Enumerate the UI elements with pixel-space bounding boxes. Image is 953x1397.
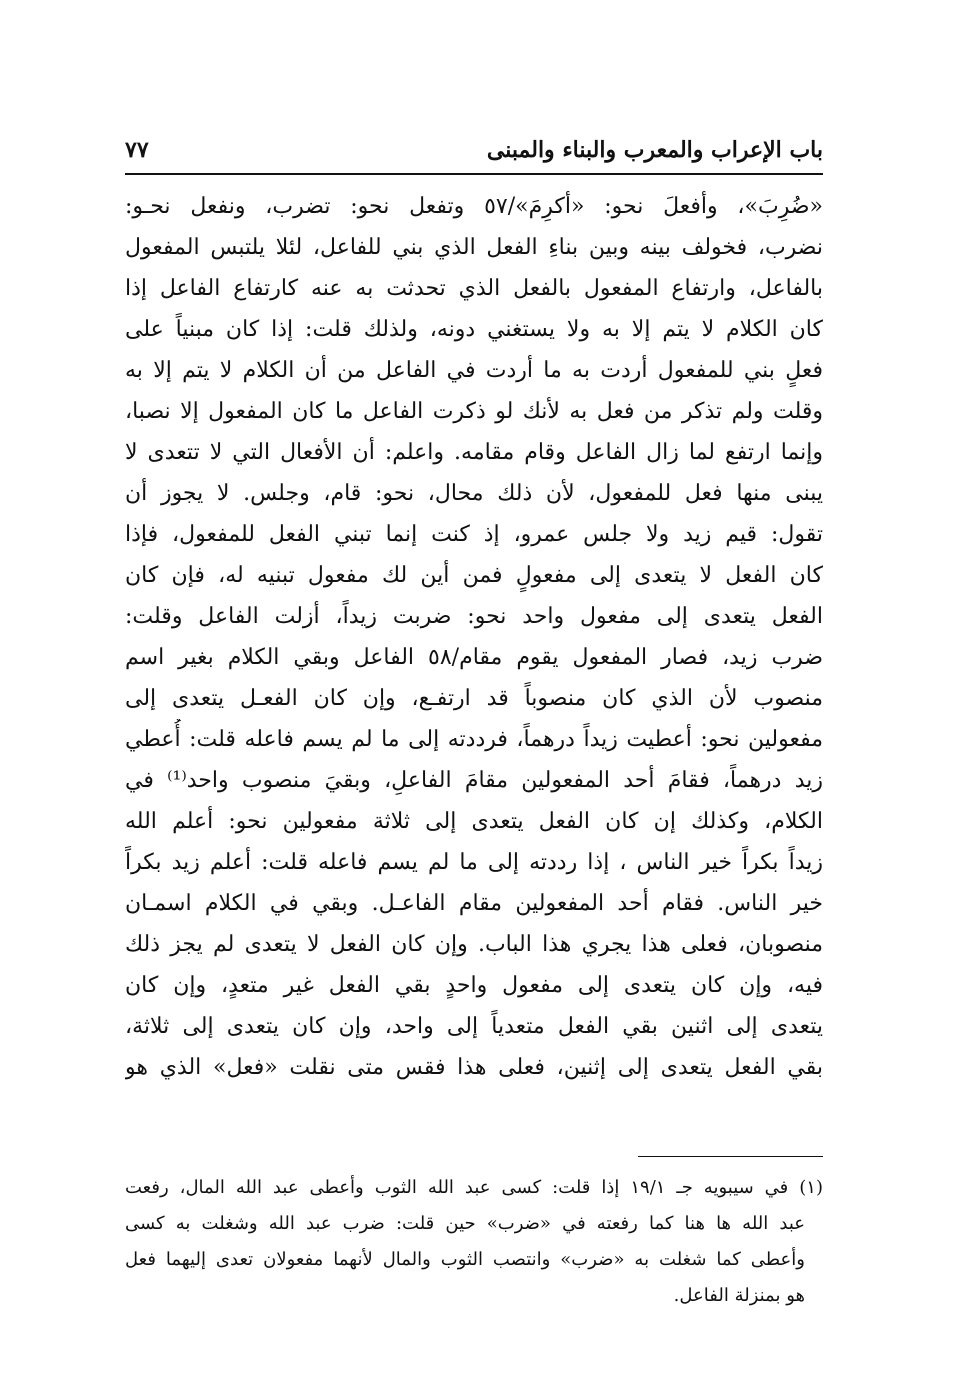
text-line: وقلت ولم تذكر من فعل به لأنك لو ذكرت الفاعل ما كان المفعول إلا نصبا، bbox=[125, 399, 823, 424]
text-line: زيد درهماً، فقامَ أحد المفعولين مقامَ الفاعلِ، وبقيَ منصوب واحد⁽¹⁾ في bbox=[125, 768, 823, 793]
footnote-line: عبد الله ها هنا كما رفعته في «ضرب» حين قلت: ضرب عبد الله وشغلت به كسى bbox=[125, 1213, 805, 1234]
header-divider bbox=[125, 173, 823, 175]
text-line: زيداً بكراً خير الناس ، إذا رددته إلى ما لم يسم فاعله قلت: أعلم زيد بكراً bbox=[125, 850, 823, 875]
text-line: بالفاعل، وارتفاع المفعول بالفعل الذي تحدثت به عنه كارتفاع الفاعل إذا bbox=[125, 276, 823, 301]
text-line: يبنى منها فعل للمفعول، لأن ذلك محال، نحو: قام، وجلس. لا يجوز أن bbox=[125, 481, 823, 506]
text-line: كان الفعل لا يتعدى إلى مفعولٍ فمن أين لك مفعول تبنيه له، فإن كان bbox=[125, 563, 823, 588]
text-line: ضرب زيد، فصار المفعول يقوم مقام/٥٨ الفاعل وبقي الكلام بغير اسم bbox=[125, 645, 823, 670]
chapter-title: باب الإعراب والمعرب والبناء والمبنى bbox=[486, 137, 823, 163]
text-line: فعلٍ بني للمفعول أردت به ما أردت في الفاعل من أن الكلام لا يتم إلا به bbox=[125, 358, 823, 383]
footnote-line: (١) في سيبويه جـ ١٩/١ إذا قلت: كسى عبد الله الثوب وأعطى عبد الله المال، رفعت bbox=[125, 1177, 823, 1198]
footnote-divider bbox=[638, 1156, 823, 1157]
footnote-line: وأعطى كما شغلت به «ضرب» وانتصب الثوب والمال لأنهما مفعولان تعدى إليهما فعل bbox=[125, 1249, 805, 1270]
text-line: منصوب لأن الذي كان منصوباً قد ارتفـع، وإن كان الفعـل يتعدى إلى bbox=[125, 686, 823, 711]
footnotes bbox=[125, 1170, 823, 1314]
text-line: كان الكلام لا يتم إلا به ولا يستغني دونه، ولذلك قلت: إذا كان مبنياً على bbox=[125, 317, 823, 342]
main-text bbox=[125, 186, 823, 1088]
footnote-line: هو بمنزلة الفاعل. bbox=[673, 1285, 805, 1306]
text-line: منصوبان، فعلى هذا يجري هذا الباب. وإن كان الفعل لا يتعدى لم يجز ذلك bbox=[125, 932, 823, 957]
text-line: «ضُرِبَ»، وأفعلَ نحو: «أكرِمَ»/٥٧ وتفعل نحو: تضرب، ونفعل نحـو: bbox=[125, 194, 823, 219]
text-line: الفعل يتعدى إلى مفعول واحد نحو: ضربت زيداً، أزلت الفاعل وقلت: bbox=[125, 604, 823, 629]
text-line: يتعدى إلى اثنين بقي الفعل متعدياً إلى واحد، وإن كان يتعدى إلى ثلاثة، bbox=[125, 1014, 823, 1039]
page-number: ٧٧ bbox=[125, 137, 149, 163]
text-line: فيه، وإن كان يتعدى إلى مفعول واحدٍ بقي الفعل غير متعدٍ، وإن كان bbox=[125, 973, 823, 998]
text-line: خير الناس. فقام أحد المفعولين مقام الفاعـل. وبقي في الكلام اسمـان bbox=[125, 891, 823, 916]
text-line: بقي الفعل يتعدى إلى إثنين، فعلى هذا فقس متى نقلت «فعل» الذي هو bbox=[125, 1055, 823, 1080]
running-header bbox=[125, 133, 823, 173]
text-line: الكلام، وكذلك إن كان الفعل يتعدى إلى ثلاثة مفعولين نحو: أعلم الله bbox=[125, 809, 823, 834]
text-line: نضرب، فخولف بينه وبين بناءِ الفعل الذي بني للفاعل، لئلا يلتبس المفعول bbox=[125, 235, 823, 260]
text-line: مفعولين نحو: أعطيت زيداً درهماً، فرددته إلى ما لم يسم فاعله قلت: أُعطي bbox=[125, 727, 823, 752]
text-line: تقول: قيم زيد ولا جلس عمرو، إذ كنت إنما تبني الفعل للمفعول، فإذا bbox=[125, 522, 823, 547]
text-line: وإنما ارتفع لما زال الفاعل وقام مقامه. واعلم: أن الأفعال التي لا تتعدى لا bbox=[125, 440, 823, 465]
